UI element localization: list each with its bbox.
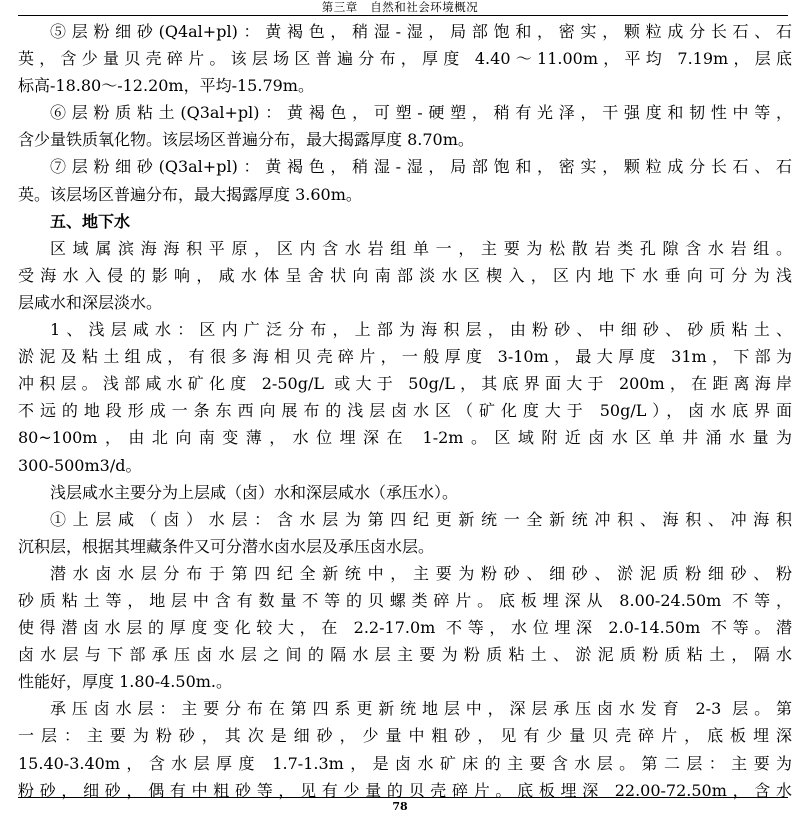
text-line: ①上层咸（卤）水层：含水层为第四纪更新统一全新统冲积、海积、冲海积 xyxy=(50,509,792,529)
section-heading: 五、地下水 xyxy=(50,211,131,231)
text-line: 浅层咸水主要分为上层咸（卤）水和深层咸水（承压水）。 xyxy=(50,482,459,502)
running-header xyxy=(0,0,800,16)
text-line: 不远的地段形成一条东西向展布的浅层卤水区（矿化度大于 50g/L），卤水底界面 xyxy=(18,401,792,421)
text-line: 性能好，厚度 1.80-4.50m.。 xyxy=(18,672,233,692)
footer-rule xyxy=(18,797,788,798)
text-line: 砂质粘土等，地层中含有数量不等的贝螺类碎片。底板埋深从 8.00-24.50m 不等， xyxy=(18,590,792,610)
header-rule xyxy=(18,15,788,16)
text-line: 英。该层场区普遍分布，最大揭露厚度 3.60m。 xyxy=(18,184,362,204)
text-line: 区域属滨海海积平原，区内含水岩组单一，主要为松散岩类孔隙含水岩组。 xyxy=(50,238,792,258)
text-line: 15.40-3.40m，含水层厚度 1.7-1.3m，是卤水矿床的主要含水层。第二层：主要为 xyxy=(18,753,792,773)
text-line: 承压卤水层：主要分布在第四系更新统地层中，深层承压卤水发育 2-3 层。第 xyxy=(50,699,792,719)
text-line: ⑥层粉质粘土(Q3al+pl)：黄褐色，可塑-硬塑，稍有光泽，干强度和韧性中等， xyxy=(50,103,792,123)
text-line: ⑤层粉细砂(Q4al+pl)：黄褐色，稍湿-湿，局部饱和，密实，颗粒成分长石、石 xyxy=(50,22,792,41)
chapter-label: 第三章 xyxy=(321,0,358,14)
text-line: 标高-18.80～-12.20m，平均-15.79m。 xyxy=(18,76,314,96)
text-line: 一层：主要为粉砂，其次是细砂，少量中粗砂，见有少量贝壳碎片，底板埋深 xyxy=(18,726,792,746)
text-line: 淤泥及粘土组成，有很多海相贝壳碎片，一般厚度 3-10m，最大厚度 31m，下部为 xyxy=(18,347,792,367)
text-line: 粉砂，细砂，偶有中粗砂等，见有少量的贝壳碎片。底板埋深 22.00-72.50m，含水 xyxy=(18,780,792,800)
chapter-title: 自然和社会环境概况 xyxy=(370,0,479,14)
text-line: 使得潜卤水层的厚度变化较大，在 2.2-17.0m 不等，水位埋深 2.0-14.50m 不等。潜 xyxy=(18,618,792,638)
text-line: 1、浅层咸水：区内广泛分布，上部为海积层，由粉砂、中细砂、砂质粘土、 xyxy=(50,320,792,340)
text-line: 卤水层与下部承压卤水层之间的隔水层主要为粉质粘土、淤泥质粉质粘土，隔水 xyxy=(18,645,792,665)
document-body xyxy=(18,18,792,804)
page-number: 78 xyxy=(392,800,408,813)
text-line: 300-500m3/d。 xyxy=(18,455,142,475)
text-line: 80~100m，由北向南变薄，水位埋深在 1-2m。区域附近卤水区单井涌水量为 xyxy=(18,428,792,448)
text-line: 冲积层。浅部咸水矿化度 2-50g/L 或大于 50g/L，其底界面大于 200m，在距离海岸 xyxy=(18,374,792,394)
text-line: 含少量铁质氧化物。该层场区普遍分布，最大揭露厚度 8.70m。 xyxy=(18,130,474,150)
text-line: 潜水卤水层分布于第四纪全新统中，主要为粉砂、细砂、淤泥质粉细砂、粉 xyxy=(50,563,792,583)
text-line: 英，含少量贝壳碎片。该层场区普遍分布，厚度 4.40～11.00m，平均 7.19m，层底 xyxy=(18,49,792,69)
text-line: 层咸水和深层淡水。 xyxy=(18,292,163,312)
text-line: ⑦层粉细砂(Q3al+pl)：黄褐色，稍湿-湿，局部饱和，密实，颗粒成分长石、石 xyxy=(50,157,792,177)
text-line: 沉积层，根据其埋藏条件又可分潜水卤水层及承压卤水层。 xyxy=(18,536,435,556)
text-line: 受海水入侵的影响，咸水体呈舍状向南部淡水区楔入，区内地下水垂向可分为浅 xyxy=(18,265,792,285)
